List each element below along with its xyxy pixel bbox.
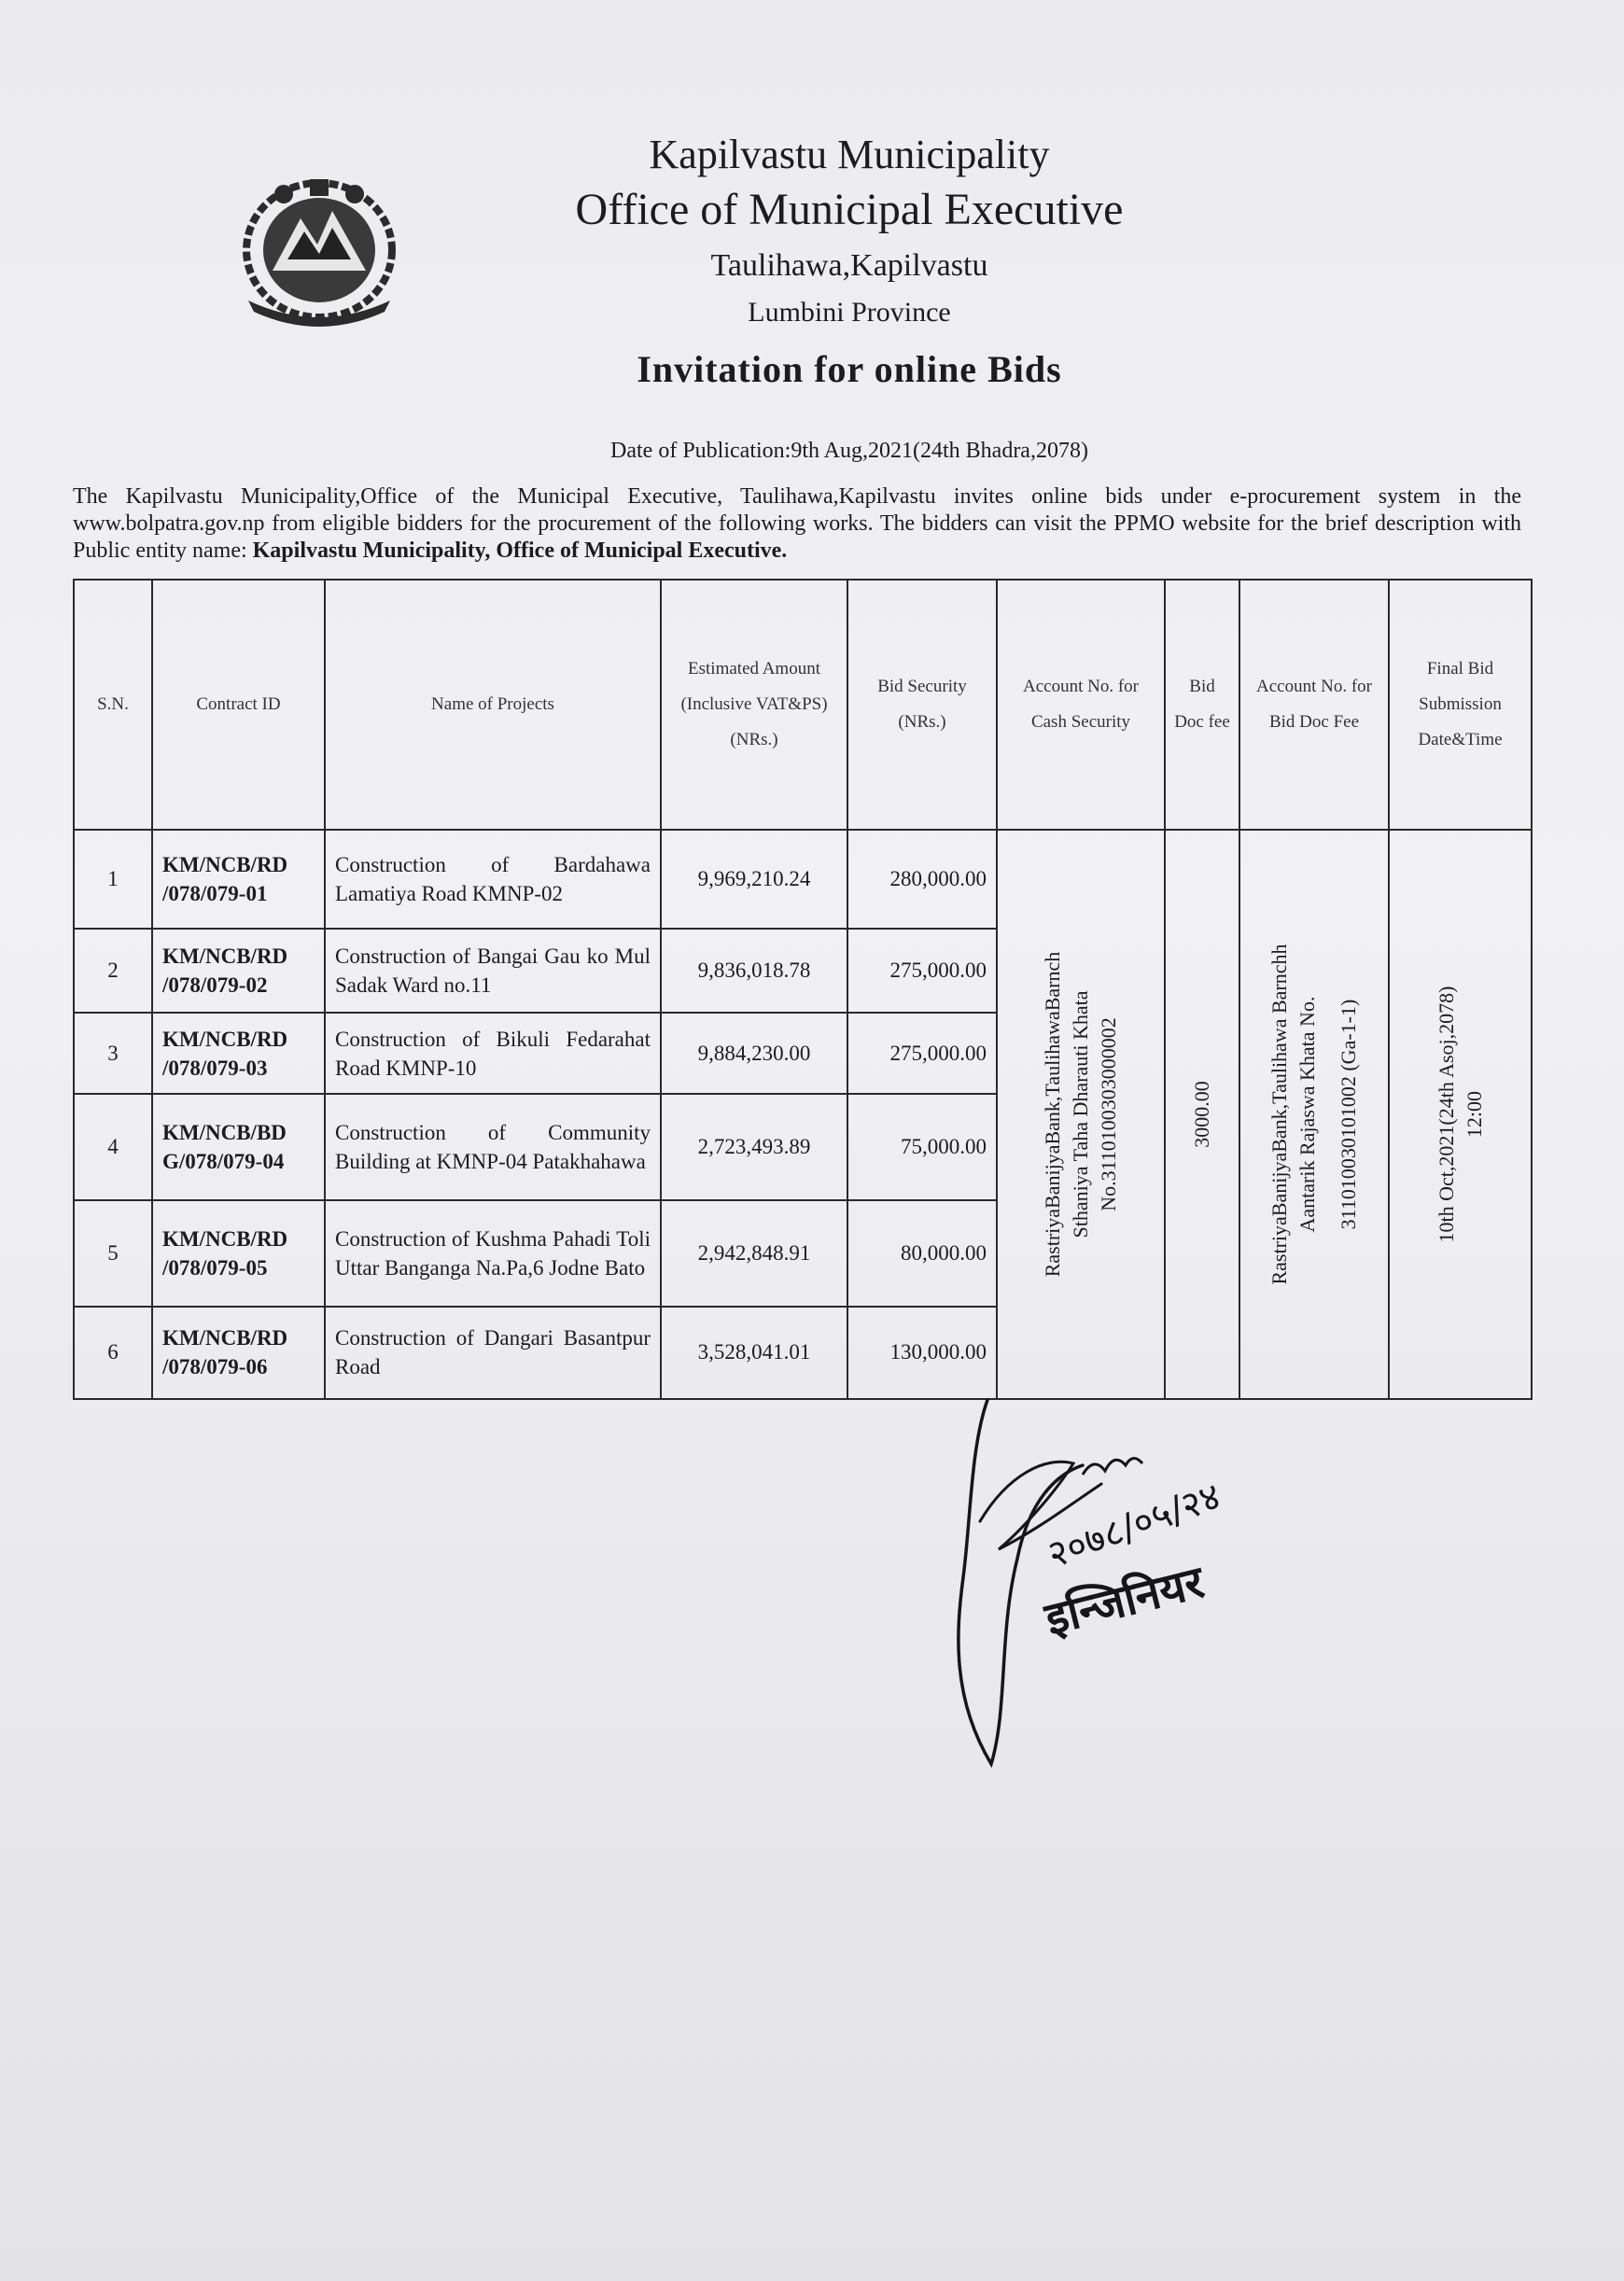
notice-title: Invitation for online Bids (637, 348, 1062, 390)
row-sn: 6 (74, 1307, 152, 1399)
final-date-value: 10th Oct,2021(24th Asoj,2078) (1434, 986, 1458, 1243)
table-row (74, 830, 1532, 929)
province-name: Lumbini Province (748, 297, 951, 328)
header-contract-id: Contract ID (152, 580, 325, 830)
row-project-name: Construction of Community Building at KMNP-04 Patakhahawa (325, 1094, 661, 1200)
row-contract-id: KM/NCB/RD /078/079-05 (152, 1200, 325, 1307)
doc-fee-value: 3000.00 (1190, 1081, 1213, 1148)
row-project-name: Construction of Kushma Pahadi Toli Uttar Banganga Na.Pa,6 Jodne Bato (325, 1200, 661, 1307)
account-cash-line: RastriyaBanijyaBank,TaulihawaBarnch (1041, 951, 1064, 1278)
signature-designation: इन्जिनियर (1040, 1556, 1210, 1646)
final-time-value: 12:00 (1462, 1090, 1486, 1139)
header-account-fee: Account No. for Bid Doc Fee (1239, 580, 1389, 830)
signature-date: २०७८/०५/२४ (1042, 1475, 1226, 1577)
row-amount: 9,884,230.00 (661, 1013, 847, 1094)
row-project-name: Construction of Dangari Basantpur Road (325, 1307, 661, 1399)
row-project-name: Construction of Bangai Gau ko Mul Sadak Ward no.11 (325, 929, 661, 1014)
row-amount: 2,942,848.91 (661, 1200, 847, 1307)
bids-table (73, 579, 1533, 1400)
row-contract-id: KM/NCB/RD /078/079-02 (152, 929, 325, 1014)
row-security: 80,000.00 (847, 1200, 997, 1307)
row-sn: 2 (74, 929, 152, 1014)
row-project-name: Construction of Bikuli Fedarahat Road KMNP-10 (325, 1013, 661, 1094)
office-address: Taulihawa,Kapilvastu (710, 248, 988, 283)
office-name: Office of Municipal Executive (575, 185, 1124, 234)
account-fee-cell (1239, 830, 1389, 1399)
public-entity-name: Kapilvastu Municipality, Office of Municipal Executive. (252, 539, 788, 563)
header-doc-fee: Bid Doc fee (1165, 580, 1239, 830)
intro-text: The Kapilvastu Municipality,Office of the Municipal Executive, Taulihawa,Kapilvastu invites online bids under e-procurement system in the www.bolpatra.gov.np from eligible bidders for the procurement of the following works. The bidders can visit the PPMO website for the brief description with Public entity name: (73, 484, 1521, 563)
row-sn: 3 (74, 1013, 152, 1094)
header-estimated-amount: Estimated Amount (Inclusive VAT&PS) (NRs.) (661, 580, 847, 830)
row-project-name: Construction of Bardahawa Lamatiya Road KMNP-02 (325, 830, 661, 929)
intro-paragraph (73, 483, 1521, 565)
row-contract-id: KM/NCB/BD G/078/079-04 (152, 1094, 325, 1200)
letterhead (0, 131, 1624, 391)
row-sn: 5 (74, 1200, 152, 1307)
row-contract-id: KM/NCB/RD /078/079-06 (152, 1307, 325, 1399)
publication-date: Date of Publication:9th Aug,2021(24th Bhadra,2078) (610, 439, 1088, 463)
row-amount: 9,969,210.24 (661, 830, 847, 929)
signature-stamp (943, 1391, 1297, 1783)
row-contract-id: KM/NCB/RD /078/079-01 (152, 830, 325, 929)
header-account-cash: Account No. for Cash Security (997, 580, 1165, 830)
final-date-cell (1389, 830, 1532, 1399)
row-security: 130,000.00 (847, 1307, 997, 1399)
row-sn: 4 (74, 1094, 152, 1200)
header-project-name: Name of Projects (325, 580, 661, 830)
account-fee-line: Aantarik Rajaswa Khata No. (1295, 996, 1319, 1233)
table-header-row (74, 580, 1532, 830)
account-cash-line: No.3110100303000002 (1097, 1017, 1120, 1211)
account-cash-cell (997, 830, 1165, 1399)
header-final-date: Final Bid Submission Date&Time (1389, 580, 1532, 830)
row-security: 280,000.00 (847, 830, 997, 929)
row-security: 75,000.00 (847, 1094, 997, 1200)
row-security: 275,000.00 (847, 929, 997, 1014)
row-amount: 3,528,041.01 (661, 1307, 847, 1399)
row-contract-id: KM/NCB/RD /078/079-03 (152, 1013, 325, 1094)
row-security: 275,000.00 (847, 1013, 997, 1094)
row-sn: 1 (74, 830, 152, 929)
municipality-name: Kapilvastu Municipality (649, 132, 1050, 177)
header-bid-security: Bid Security (NRs.) (847, 580, 997, 830)
row-amount: 9,836,018.78 (661, 929, 847, 1014)
doc-fee-cell (1165, 830, 1239, 1399)
row-amount: 2,723,493.89 (661, 1094, 847, 1200)
header-sn: S.N. (74, 580, 152, 830)
account-cash-line: Sthaniya Taha Dharauti Khata (1069, 990, 1092, 1238)
account-fee-line: 311010030101002 (Ga-1-1) (1337, 999, 1360, 1230)
account-fee-line: RastriyaBanijyaBank,Taulihawa Barnchh (1267, 944, 1291, 1285)
